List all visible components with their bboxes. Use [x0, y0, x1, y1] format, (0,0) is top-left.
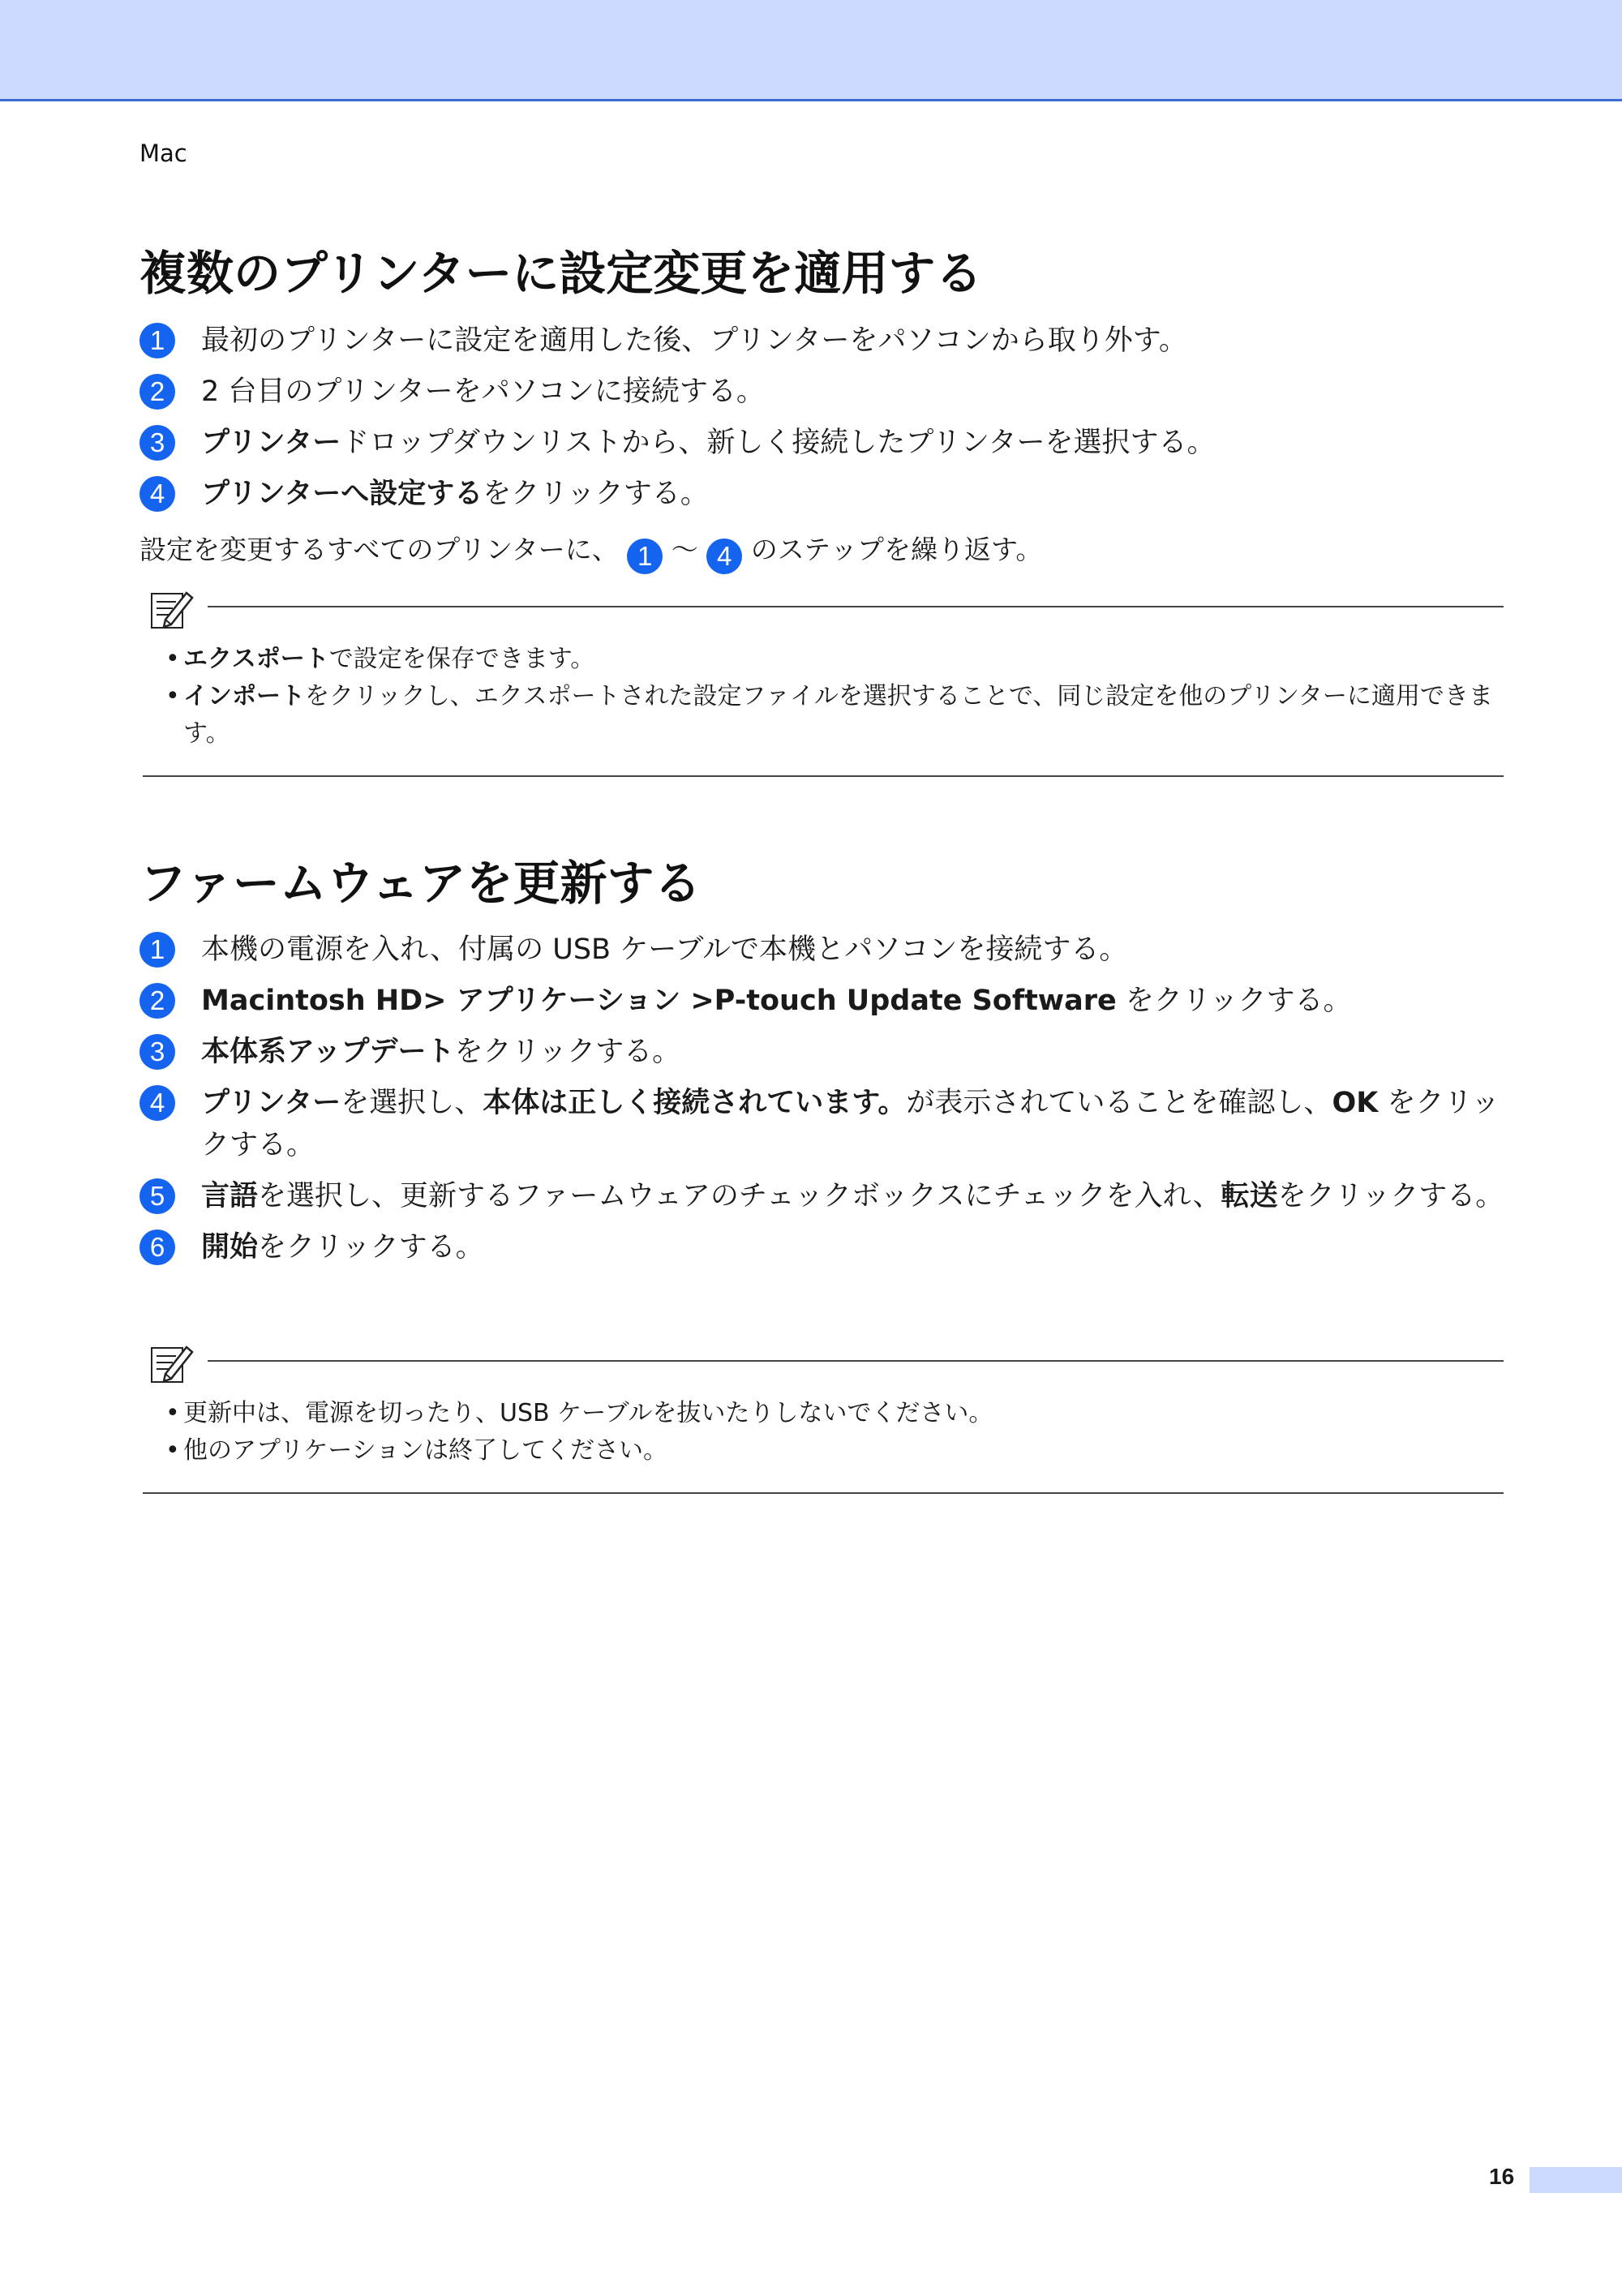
step-text: [201, 985, 1352, 1017]
text-run: を選択し、: [341, 1087, 483, 1119]
step-number-badge: 1: [139, 323, 175, 358]
step-number-badge: 6: [139, 1230, 175, 1265]
step-text: [201, 1180, 1504, 1212]
step-ref-badge-end: 4: [706, 539, 742, 574]
note-box-settings: [143, 586, 1504, 777]
note-item: [165, 678, 1504, 753]
text-run: をクリックする。: [1277, 1180, 1504, 1212]
step-2: [139, 980, 1518, 1022]
step-number-badge: 2: [139, 983, 175, 1019]
bold-text: プリンター: [201, 427, 341, 459]
step-4: [139, 473, 1518, 515]
step-number-badge: 4: [139, 476, 175, 512]
step-text: [201, 324, 1187, 357]
text-run: をクリックする。: [483, 478, 709, 510]
chapter-label: Mac: [139, 139, 187, 167]
bold-text: プリンター: [201, 1087, 341, 1119]
note-box-firmware: [143, 1340, 1504, 1494]
note-list: [165, 641, 1504, 753]
repeat-text-before: 設定を変更するすべてのプリンターに、: [139, 534, 619, 565]
text-run: 2 台目のプリンターをパソコンに接続する。: [201, 376, 765, 408]
text-run: 本機の電源を入れ、付属の USB ケーブルで本機とパソコンを接続する。: [201, 933, 1128, 966]
bold-text: 本体系アップデート: [201, 1036, 455, 1068]
step-text: [201, 478, 709, 510]
step-6: [139, 1226, 1518, 1268]
page-number-tab: [1530, 2167, 1622, 2193]
text-run: を選択し、更新するファームウェアのチェックボックスにチェックを入れ、: [258, 1180, 1221, 1212]
step-text: [201, 376, 765, 408]
step-3: [139, 422, 1518, 464]
note-item: [165, 641, 1504, 678]
step-list-firmware-update: [139, 929, 1518, 1277]
note-bottom-rule: [143, 775, 1504, 777]
text-run: 他のアプリケーションは終了してください。: [183, 1436, 667, 1465]
bold-text: Macintosh HD> アプリケーション >P-touch Update Software: [201, 985, 1117, 1017]
note-text: [183, 1399, 993, 1427]
header-rule: [0, 99, 1622, 101]
bold-text: 言語: [201, 1180, 259, 1212]
text-run: をクリックする。: [201, 1087, 1500, 1161]
step-number-badge: 4: [139, 1085, 175, 1121]
step-number-badge: 5: [139, 1178, 175, 1214]
step-text: [201, 1231, 484, 1264]
text-run: をクリックする。: [258, 1231, 484, 1264]
text-run: をクリックし、エクスポートされた設定ファイルを選択することで、同じ設定を他のプリンターに適用できます。: [183, 682, 1493, 748]
step-1: [139, 320, 1518, 362]
range-tilde: 〜: [671, 534, 698, 565]
bold-text: エクスポート: [183, 645, 329, 673]
repeat-text-after: のステップを繰り返す。: [750, 534, 1043, 565]
note-item: [165, 1432, 1504, 1470]
step-text: [201, 1087, 1500, 1161]
step-text: [201, 427, 1216, 459]
note-text: [183, 1436, 667, 1465]
step-2: [139, 371, 1518, 413]
text-run: が表示されていることを確認し、: [906, 1087, 1332, 1119]
step-4: [139, 1082, 1518, 1166]
step-number-badge: 3: [139, 425, 175, 461]
note-top-rule: [208, 1360, 1504, 1362]
step-5: [139, 1175, 1518, 1217]
text-run: で設定を保存できます。: [328, 645, 595, 673]
bold-text: インポート: [183, 682, 305, 710]
page-number: 16: [1489, 2164, 1515, 2189]
note-item: [165, 1395, 1504, 1432]
note-bottom-rule: [143, 1492, 1504, 1494]
note-list: [165, 1395, 1504, 1470]
text-run: をクリックする。: [454, 1036, 681, 1068]
text-run: ドロップダウンリストから、新しく接続したプリンターを選択する。: [341, 427, 1216, 459]
pencil-note-icon: [148, 586, 195, 633]
step-list-apply-settings: [139, 320, 1518, 524]
note-top-rule: [208, 606, 1504, 607]
step-number-badge: 1: [139, 932, 175, 968]
bold-text: 本体は正しく接続されています。: [483, 1087, 907, 1119]
step-3: [139, 1031, 1518, 1073]
text-run: 最初のプリンターに設定を適用した後、プリンターをパソコンから取り外す。: [201, 324, 1187, 357]
text-run: をクリックする。: [1116, 985, 1352, 1017]
bold-text: プリンターへ設定する: [201, 478, 483, 510]
note-text: [183, 682, 1493, 748]
section-title-firmware-update: ファームウェアを更新する: [139, 856, 702, 911]
step-number-badge: 3: [139, 1034, 175, 1070]
header-band: [0, 0, 1622, 99]
step-text: [201, 933, 1127, 966]
step-ref-badge-start: 1: [627, 539, 663, 574]
note-text: [183, 645, 594, 673]
text-run: 更新中は、電源を切ったり、USB ケーブルを抜いたりしないでください。: [183, 1399, 993, 1427]
step-text: [201, 1036, 680, 1068]
step-1: [139, 929, 1518, 971]
repeat-instruction: [139, 529, 1042, 574]
pencil-note-icon: [148, 1340, 195, 1387]
section-title-apply-settings: 複数のプリンターに設定変更を適用する: [139, 246, 983, 301]
bold-text: 開始: [201, 1231, 259, 1264]
bold-text: OK: [1332, 1087, 1379, 1119]
step-number-badge: 2: [139, 374, 175, 410]
bold-text: 転送: [1221, 1180, 1278, 1212]
